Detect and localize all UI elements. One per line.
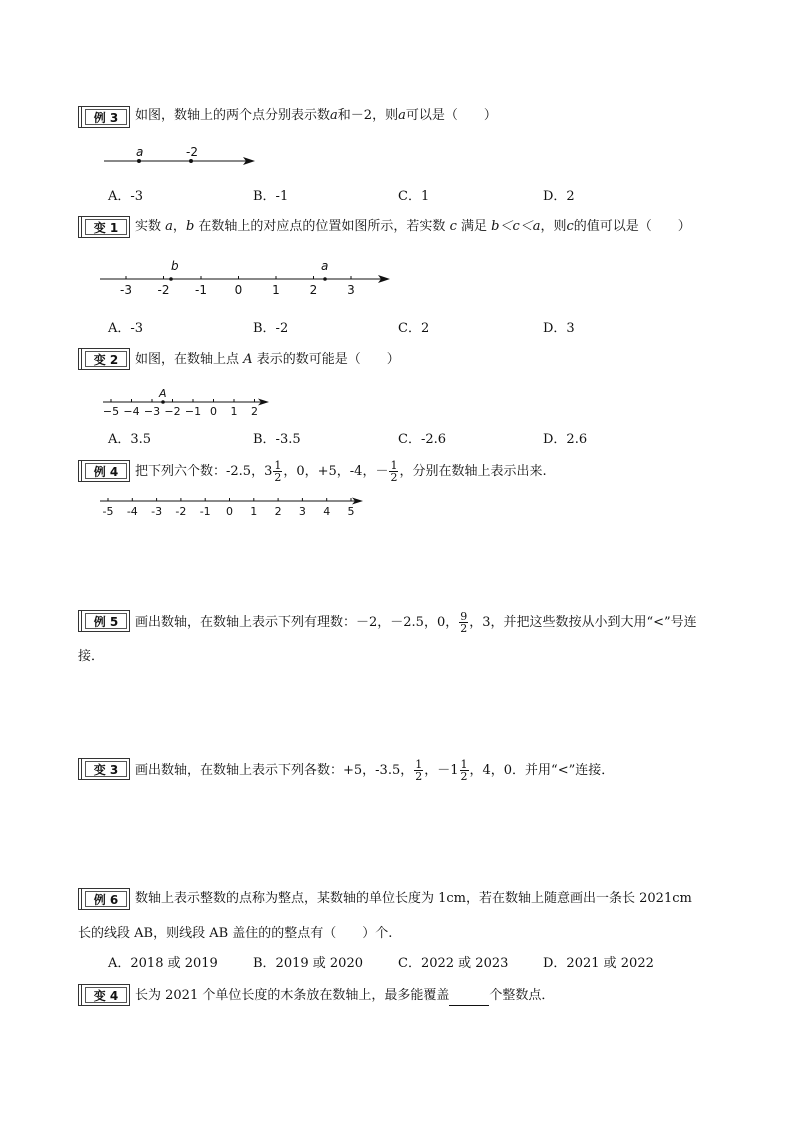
axis-tick-label: 5 <box>347 505 355 518</box>
example-6-option-b: B．2019 或 2020 <box>253 956 363 971</box>
variant-2-option-b: B．-3.5 <box>253 432 301 447</box>
axis-tick-label: 0 <box>226 505 233 518</box>
tag-underline <box>78 481 130 482</box>
fraction: $\frac{1}{2}$ <box>460 758 468 783</box>
variant-1-tag: 变 1 <box>78 216 130 238</box>
variant-1-option-a: A．-3 <box>108 321 144 336</box>
fraction: $\frac{9}{2}$ <box>460 610 468 635</box>
axis-tick-label: -2 <box>175 505 187 518</box>
example-4-tag: 例 4 <box>78 460 130 482</box>
tag-underline <box>78 779 130 780</box>
fraction: $\frac{1}{2}$ <box>390 459 398 484</box>
axis-tick-label: −3 <box>143 405 161 418</box>
axis-point-label-a: a <box>136 145 144 159</box>
example-3-option-a: A．-3 <box>108 189 144 204</box>
tag-underline <box>78 127 130 128</box>
example-3-option-b: B．-1 <box>253 189 289 204</box>
variant-2-option-a: A．3.5 <box>108 432 152 447</box>
axis-tick-label: 1 <box>230 405 238 418</box>
axis-tick-label: -4 <box>126 505 138 518</box>
variant-4-question: 长为 2021 个单位长度的木条放在数轴上，最多能覆盖 个整数点． <box>135 986 554 1006</box>
tag-underline <box>78 369 130 370</box>
axis-tick-label: 1 <box>272 283 280 297</box>
example-6-question-line-1: 数轴上表示整数的点称为整点，某数轴的单位长度为 1cm，若在数轴上随意画出一条长 2021cm <box>135 891 692 906</box>
axis-tick-label: -3 <box>120 283 132 297</box>
axis-tick-label: 3 <box>347 283 355 297</box>
axis-point-label-neg2: -2 <box>186 145 198 159</box>
axis-tick-label: −2 <box>164 405 181 418</box>
axis-tick-label: −4 <box>123 405 140 418</box>
example-6-option-d: D．2021 或 2022 <box>543 956 654 971</box>
axis-tick-label: 2 <box>309 283 318 297</box>
axis-tick-label: 0 <box>234 283 243 297</box>
example-6-tag: 例 6 <box>78 888 130 910</box>
example-6-option-a: A．2018 或 2019 <box>108 956 218 971</box>
axis-tick-label: −5 <box>102 405 120 418</box>
variant-1-option-d: D．3 <box>543 321 575 336</box>
example-5-tag: 例 5 <box>78 610 130 632</box>
example-4-question: 把下列六个数：-2.5，3 $\frac{1}{2}$ ，0，+5，-4，－ $\frac{1}{2}$ ，分别在数轴上表示出来. <box>135 459 547 484</box>
example-4-number-line <box>98 493 373 523</box>
variant-2-option-c: C．-2.6 <box>398 432 447 447</box>
example-3-question: 如图，数轴上的两个点分别表示数a和－2，则a可以是（ ） <box>135 108 497 123</box>
axis-tick-label: -1 <box>195 283 207 297</box>
fraction: $\frac{1}{2}$ <box>415 758 423 783</box>
axis-tick-label: 3 <box>298 505 306 518</box>
axis-tick-label: 2 <box>274 505 282 518</box>
axis-tick-label: -3 <box>151 505 163 518</box>
axis-tick-label: 0 <box>210 405 217 418</box>
axis-tick-label: -5 <box>102 505 114 518</box>
example-3-number-line <box>100 140 270 170</box>
axis-tick-label: −1 <box>184 405 202 418</box>
point-label-A: A <box>159 387 167 400</box>
variant-1-option-c: C．2 <box>398 321 430 336</box>
point-label-a: a <box>321 259 329 273</box>
variant-2-question: 如图，在数轴上点 A 表示的数可能是（ ） <box>135 352 400 367</box>
example-6-option-c: C．2022 或 2023 <box>398 956 509 971</box>
axis-tick-label: 4 <box>323 505 331 518</box>
axis-tick-label: 1 <box>250 505 258 518</box>
example-3-tag: 例 3 <box>78 106 130 128</box>
axis-tick-label: 2 <box>251 405 258 418</box>
variant-1-question: 实数 a，b 在数轴上的对应点的位置如图所示，若实数 c 满足 b＜c＜a，则c的值可以是（ ） <box>135 219 691 234</box>
tag-underline <box>78 909 130 910</box>
tag-underline <box>78 631 130 632</box>
example-3-option-d: D．2 <box>543 189 575 204</box>
example-5-question: 画出数轴，在数轴上表示下列有理数：－2，－2.5，0， $\frac{9}{2}$ ，3，并把这些数按从小到大用“<”号连 <box>135 610 697 635</box>
axis-tick-label: -2 <box>157 283 170 297</box>
variant-2-number-line <box>100 386 280 420</box>
axis-tick-label: -1 <box>199 505 211 518</box>
variant-2-tag: 变 2 <box>78 348 130 370</box>
example-3-option-c: C．1 <box>398 189 430 204</box>
variant-2-option-d: D．2.6 <box>543 432 588 447</box>
point-label-b: b <box>171 259 179 273</box>
example-6-question-line-2: 长的线段 AB，则线段 AB 盖住的的整点有（ ）个. <box>78 926 393 941</box>
tag-underline <box>78 1005 130 1006</box>
variant-3-tag: 变 3 <box>78 758 130 780</box>
example-5-question-line-2: 接． <box>78 649 105 664</box>
answer-blank[interactable] <box>449 991 489 1006</box>
tag-underline <box>78 237 130 238</box>
variant-4-tag: 变 4 <box>78 984 130 1006</box>
variant-1-number-line <box>98 256 398 296</box>
variant-3-question: 画出数轴，在数轴上表示下列各数：+5，-3.5， $\frac{1}{2}$ ，－1 $\frac{1}{2}$ ，4，0．并用“<”连接． <box>135 758 615 783</box>
fraction: $\frac{1}{2}$ <box>274 459 282 484</box>
variant-1-option-b: B．-2 <box>253 321 289 336</box>
